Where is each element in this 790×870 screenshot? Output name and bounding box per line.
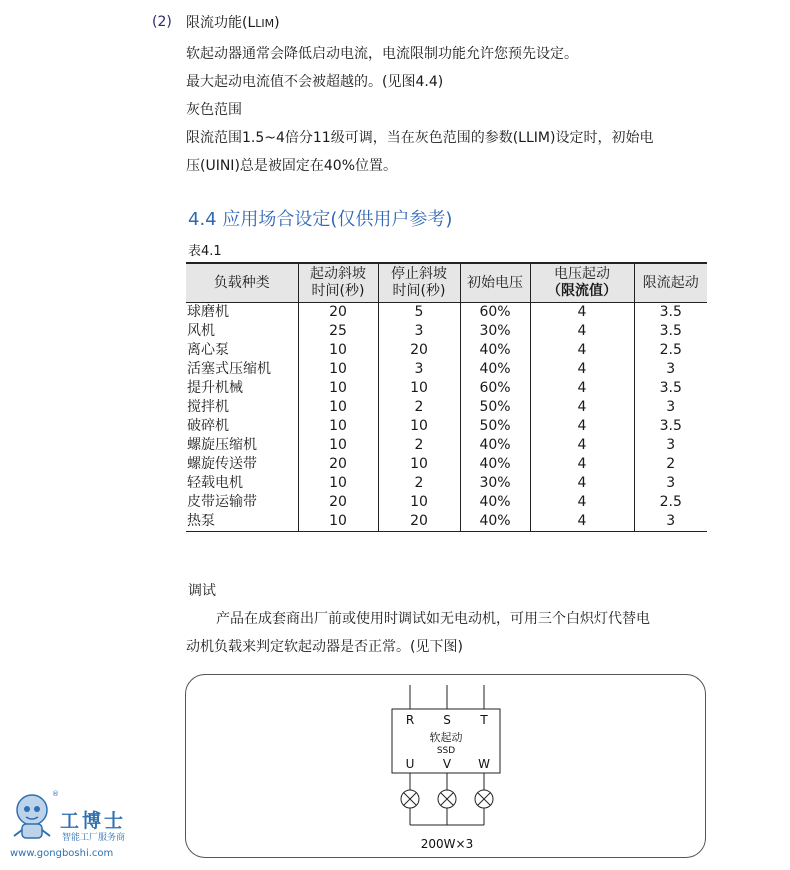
label-u: U	[405, 757, 415, 771]
table-cell: 3	[378, 322, 460, 341]
section-line-4: 限流范围1.5~4倍分11级可调，当在灰色范围的参数(LLIM)设定时，初始电	[186, 130, 654, 146]
table-cell: 40%	[460, 455, 530, 474]
header-load-type: 负载种类	[186, 263, 298, 303]
header-start-ramp: 起动斜坡 时间(秒)	[298, 263, 378, 303]
table-cell: 4	[530, 474, 634, 493]
table-cell: 4	[530, 322, 634, 341]
table-cell: 40%	[460, 436, 530, 455]
table-cell: 25	[298, 322, 378, 341]
logo-registered-mark: ®	[52, 790, 59, 798]
table-cell: 40%	[460, 512, 530, 532]
section-line-1: 软起动器通常会降低启动电流，电流限制功能允许您预先设定。	[186, 46, 578, 62]
table-cell: 3	[378, 360, 460, 379]
table-cell: 20	[298, 303, 378, 323]
table-cell: 10	[298, 398, 378, 417]
table-cell: 20	[378, 341, 460, 360]
section-line-2: 最大起动电流值不会被超越的。(见图4.4)	[186, 74, 444, 90]
table-cell: 4	[530, 436, 634, 455]
table-cell: 3	[634, 436, 707, 455]
table-cell: 50%	[460, 417, 530, 436]
table-cell-load-type: 螺旋传送带	[187, 456, 257, 472]
table-cell: 30%	[460, 474, 530, 493]
header-voltage-start: 电压起动 （限流值）	[530, 263, 634, 303]
table-cell: 3.5	[634, 322, 707, 341]
table-cell: 10	[298, 512, 378, 532]
debug-paragraph-line-2: 动机负载来判定软起动器是否正常。(见下图)	[186, 639, 463, 655]
table-cell-load-type: 螺旋压缩机	[187, 437, 257, 453]
table-cell: 2	[634, 455, 707, 474]
robot-mascot-icon	[8, 790, 58, 842]
table-cell: 4	[530, 493, 634, 512]
table-cell: 4	[530, 512, 634, 532]
section-number: (2)	[152, 14, 172, 30]
table-cell: 10	[378, 455, 460, 474]
section-title-subscript: LIM	[255, 17, 275, 30]
table-cell-load-type: 活塞式压缩机	[187, 361, 271, 377]
table-cell: 30%	[460, 322, 530, 341]
table-cell: 3	[634, 512, 707, 532]
table-cell: 4	[530, 417, 634, 436]
table-cell-load-type: 轻载电机	[187, 475, 243, 491]
table-cell: 10	[298, 341, 378, 360]
section-heading: 4.4 应用场合设定(仅供用户参考)	[188, 209, 453, 230]
table-cell: 3	[634, 360, 707, 379]
table-cell-load-type: 球磨机	[187, 304, 229, 320]
table-cell: 10	[298, 417, 378, 436]
box-label-ssd: SSD	[436, 746, 456, 756]
table-cell: 40%	[460, 493, 530, 512]
table-cell-load-type: 风机	[187, 323, 215, 339]
table-cell-load-type: 皮带运输带	[187, 494, 257, 510]
label-t: T	[480, 713, 488, 727]
header-stop-ramp: 停止斜坡 时间(秒)	[378, 263, 460, 303]
table-cell: 2	[378, 436, 460, 455]
table-cell: 10	[378, 379, 460, 398]
table-cell-load-type: 搅拌机	[187, 399, 229, 415]
header-initial-voltage: 初始电压	[460, 263, 530, 303]
box-label-soft-start: 软起动	[429, 731, 463, 744]
debug-title: 调试	[188, 583, 216, 599]
table-cell-load-type: 热泵	[186, 512, 298, 532]
table-cell: 10	[298, 474, 378, 493]
table-cell: 50%	[460, 398, 530, 417]
section-line-5: 压(UINI)总是被固定在40%位置。	[186, 158, 398, 174]
table-cell: 20	[378, 512, 460, 532]
table-cell-load-type: 提升机械	[187, 380, 243, 396]
table-cell: 3.5	[634, 303, 707, 323]
table-cell: 10	[298, 379, 378, 398]
table-cell: 5	[378, 303, 460, 323]
table-cell: 40%	[460, 360, 530, 379]
table-cell: 4	[530, 398, 634, 417]
section-line-3: 灰色范围	[186, 102, 242, 118]
table-cell-load-type: 离心泵	[187, 342, 229, 358]
header-current-limit-start: 限流起动	[634, 263, 707, 303]
table-cell: 2.5	[634, 341, 707, 360]
logo-subtitle: 智能工厂服务商	[62, 833, 126, 843]
section-title-end: )	[274, 15, 280, 31]
table-cell: 20	[298, 455, 378, 474]
table-cell: 3.5	[634, 379, 707, 398]
table-cell: 4	[530, 379, 634, 398]
table-cell: 10	[378, 417, 460, 436]
label-s: S	[443, 713, 451, 727]
table-cell-load-type: 破碎机	[187, 418, 229, 434]
table-cell: 40%	[460, 341, 530, 360]
table-cell: 4	[530, 455, 634, 474]
section-title-main: 限流功能(L	[186, 15, 256, 31]
table-cell: 3	[634, 474, 707, 493]
table-cell: 10	[298, 436, 378, 455]
table-caption: 表4.1	[188, 244, 222, 259]
table-cell: 2	[378, 474, 460, 493]
table-cell: 10	[298, 360, 378, 379]
label-w: W	[478, 757, 490, 771]
table-cell: 60%	[460, 379, 530, 398]
logo-url[interactable]: www.gongboshi.com	[10, 848, 114, 859]
logo-title: 工博士	[60, 810, 127, 832]
table-cell: 4	[530, 341, 634, 360]
table-cell: 60%	[460, 303, 530, 323]
table-cell: 4	[530, 360, 634, 379]
label-v: V	[442, 757, 452, 771]
table-cell: 2.5	[634, 493, 707, 512]
table-cell: 2	[378, 398, 460, 417]
table-cell: 4	[530, 303, 634, 323]
diagram-caption: 200W×3	[420, 837, 474, 851]
table-cell: 3.5	[634, 417, 707, 436]
debug-paragraph-line-1: 产品在成套商出厂前或使用时调试如无电动机，可用三个白炽灯代替电	[216, 611, 650, 627]
table-cell: 10	[378, 493, 460, 512]
table-cell: 3	[634, 398, 707, 417]
label-r: R	[405, 713, 415, 727]
table-cell: 20	[298, 493, 378, 512]
